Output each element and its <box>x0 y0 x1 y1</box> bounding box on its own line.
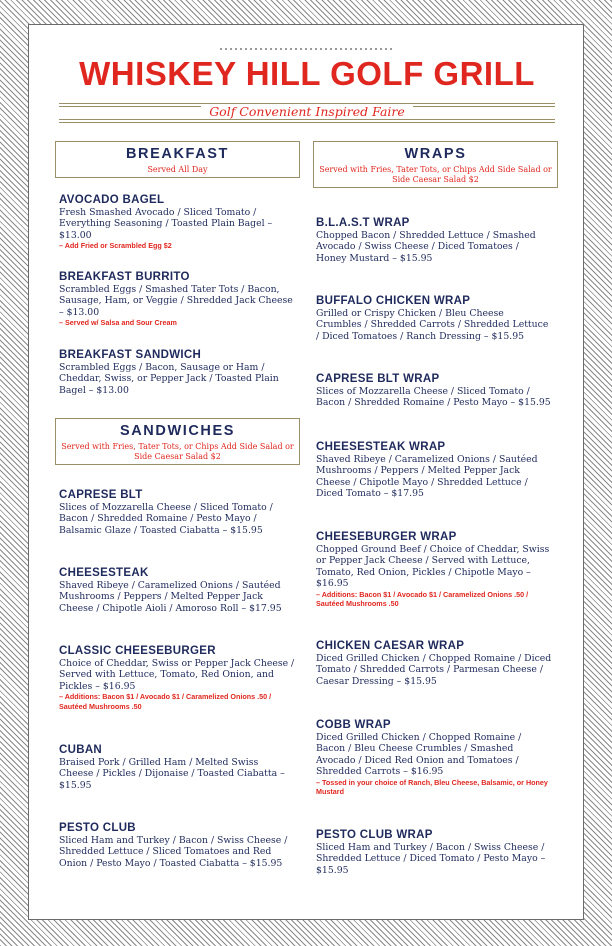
menu-item <box>59 488 295 536</box>
item-note: – Add Fried or Scrambled Egg $2 <box>59 241 172 251</box>
menu-item <box>59 743 295 791</box>
tagline-text: Golf Convenient Inspired Faire <box>201 104 413 119</box>
item-name: AVOCADO BAGEL <box>59 194 165 206</box>
item-description: Diced Grilled Chicken / Chopped Romaine / Diced Tomato / Shredded Carrots / Parmesan Cheese / Caesar Dressing – $15.95 <box>316 653 552 687</box>
item-description: Diced Grilled Chicken / Chopped Romaine / Bacon / Bleu Cheese Crumbles / Smashed Avocado / Diced Red Onion and Tomatoes / Shredded Carrots – $16.95 <box>316 732 522 778</box>
menu-item <box>316 216 552 264</box>
item-description: Scrambled Eggs / Bacon, Sausage or Ham / Cheddar, Swiss, or Pepper Jack / Toasted Plain Bagel – $13.00 <box>59 362 279 396</box>
item-note: – Additions: Bacon $1 / Avocado $1 / Caramelized Onions .50 / Sautéed Mushrooms .50 <box>316 589 529 609</box>
menu-panel <box>28 24 584 920</box>
item-description: Fresh Smashed Avocado / Sliced Tomato / Everything Seasoning / Toasted Plain Bagel – $13.00 <box>59 207 273 241</box>
menu-item <box>59 193 295 251</box>
breakfast-section-header <box>55 141 300 178</box>
menu-item <box>316 639 552 687</box>
item-note: – Served w/ Salsa and Sour Cream <box>59 318 177 328</box>
sandwiches-section-header <box>55 418 300 465</box>
menu-item <box>316 718 552 797</box>
section-note: Served with Fries, Tater Tots, or Chips Add Side Salad or Side Caesar Salad $2 <box>319 165 552 184</box>
item-description: Choice of Cheddar, Swiss or Pepper Jack Cheese / Served with Lettuce, Tomato, Red Onion, and Pickles – $16.95 <box>59 658 295 692</box>
menu-item <box>59 348 295 396</box>
menu-header <box>29 25 585 135</box>
divider-line <box>59 119 555 120</box>
divider-line <box>59 122 555 123</box>
item-description: Scrambled Eggs / Smashed Tater Tots / Bacon, Sausage, Ham, or Veggie / Shredded Jack Cheese – $13.00 <box>59 284 293 318</box>
item-note: – Tossed in your choice of Ranch, Bleu Cheese, Balsamic, or Honey Mustard <box>316 777 548 797</box>
item-name: BREAKFAST SANDWICH <box>59 349 202 361</box>
item-description: Chopped Ground Beef / Choice of Cheddar, Swiss or Pepper Jack Cheese / Served with Lettuce, Tomato, Red Onion, Pickles / Chipotle Mayo – $16.95 <box>316 544 550 590</box>
section-title: WRAPS <box>404 146 467 162</box>
item-description: Slices of Mozzarella Cheese / Sliced Tomato / Bacon / Shredded Romaine / Pesto Mayo – $15.95 <box>316 386 551 409</box>
item-name: CAPRESE BLT WRAP <box>316 373 440 385</box>
menu-item <box>316 294 552 342</box>
tagline <box>29 104 585 119</box>
item-name: CAPRESE BLT <box>59 489 143 501</box>
menu-item <box>316 372 552 409</box>
menu-item <box>59 566 295 614</box>
item-description: Shaved Ribeye / Caramelized Onions / Sautéed Mushrooms / Peppers / Melted Pepper Jack Cheese / Chipotle Mayo / Shredded Lettuce / Diced Tomato – $17.95 <box>316 454 538 500</box>
item-description: Slices of Mozzarella Cheese / Sliced Tomato / Bacon / Shredded Romaine / Pesto Mayo / Balsamic Glaze / Toasted Ciabatta – $15.95 <box>59 502 273 536</box>
item-description: Sliced Ham and Turkey / Bacon / Swiss Cheese / Shredded Lettuce / Diced Tomato / Pesto Mayo – $15.95 <box>316 842 546 876</box>
item-name: BREAKFAST BURRITO <box>59 271 190 283</box>
item-name: COBB WRAP <box>316 719 391 731</box>
item-description: Sliced Ham and Turkey / Bacon / Swiss Cheese / Shredded Lettuce / Sliced Tomatoes and Red Onion / Pesto Mayo / Toasted Ciabatta – $15.95 <box>59 835 288 869</box>
item-description: Braised Pork / Grilled Ham / Melted Swiss Cheese / Pickles / Dijonaise / Toasted Ciabatta – $15.95 <box>59 757 285 791</box>
section-note: Served All Day <box>147 165 208 174</box>
item-name: BUFFALO CHICKEN WRAP <box>316 295 471 307</box>
menu-item <box>316 440 552 500</box>
menu-item <box>59 644 295 711</box>
item-name: CUBAN <box>59 744 103 756</box>
item-name: CHICKEN CAESAR WRAP <box>316 640 465 652</box>
menu-item <box>59 821 295 869</box>
section-title: BREAKFAST <box>125 146 229 162</box>
item-description: Grilled or Crispy Chicken / Bleu Cheese Crumbles / Shredded Carrots / Shredded Lettuce / Diced Tomatoes / Ranch Dressing – $15.95 <box>316 308 549 342</box>
item-name: CLASSIC CHEESEBURGER <box>59 645 216 657</box>
item-name: CHEESESTEAK <box>59 567 149 579</box>
item-name: B.L.A.S.T WRAP <box>316 217 410 229</box>
section-note: Served with Fries, Tater Tots, or Chips Add Side Salad or Side Caesar Salad $2 <box>61 442 294 461</box>
menu-item <box>316 530 552 609</box>
item-description: Shaved Ribeye / Caramelized Onions / Sautéed Mushrooms / Peppers / Melted Pepper Jack Cheese / Chipotle Aioli / Amoroso Roll – $17.95 <box>59 580 282 614</box>
item-name: CHEESEBURGER WRAP <box>316 531 457 543</box>
section-title: SANDWICHES <box>119 423 236 439</box>
item-name: PESTO CLUB <box>59 822 136 834</box>
dotted-divider <box>220 48 394 50</box>
menu-item <box>316 828 552 876</box>
item-note: – Additions: Bacon $1 / Avocado $1 / Caramelized Onions .50 / Sautéed Mushrooms .50 <box>59 692 272 711</box>
item-name: CHEESESTEAK WRAP <box>316 441 446 453</box>
item-name: PESTO CLUB WRAP <box>316 829 433 841</box>
wraps-section-header <box>313 141 558 188</box>
menu-item <box>59 270 295 328</box>
item-description: Chopped Bacon / Shredded Lettuce / Smashed Avocado / Swiss Cheese / Diced Tomatoes / Honey Mustard – $15.95 <box>316 230 536 264</box>
restaurant-title: WHISKEY HILL GOLF GRILL <box>79 55 535 92</box>
